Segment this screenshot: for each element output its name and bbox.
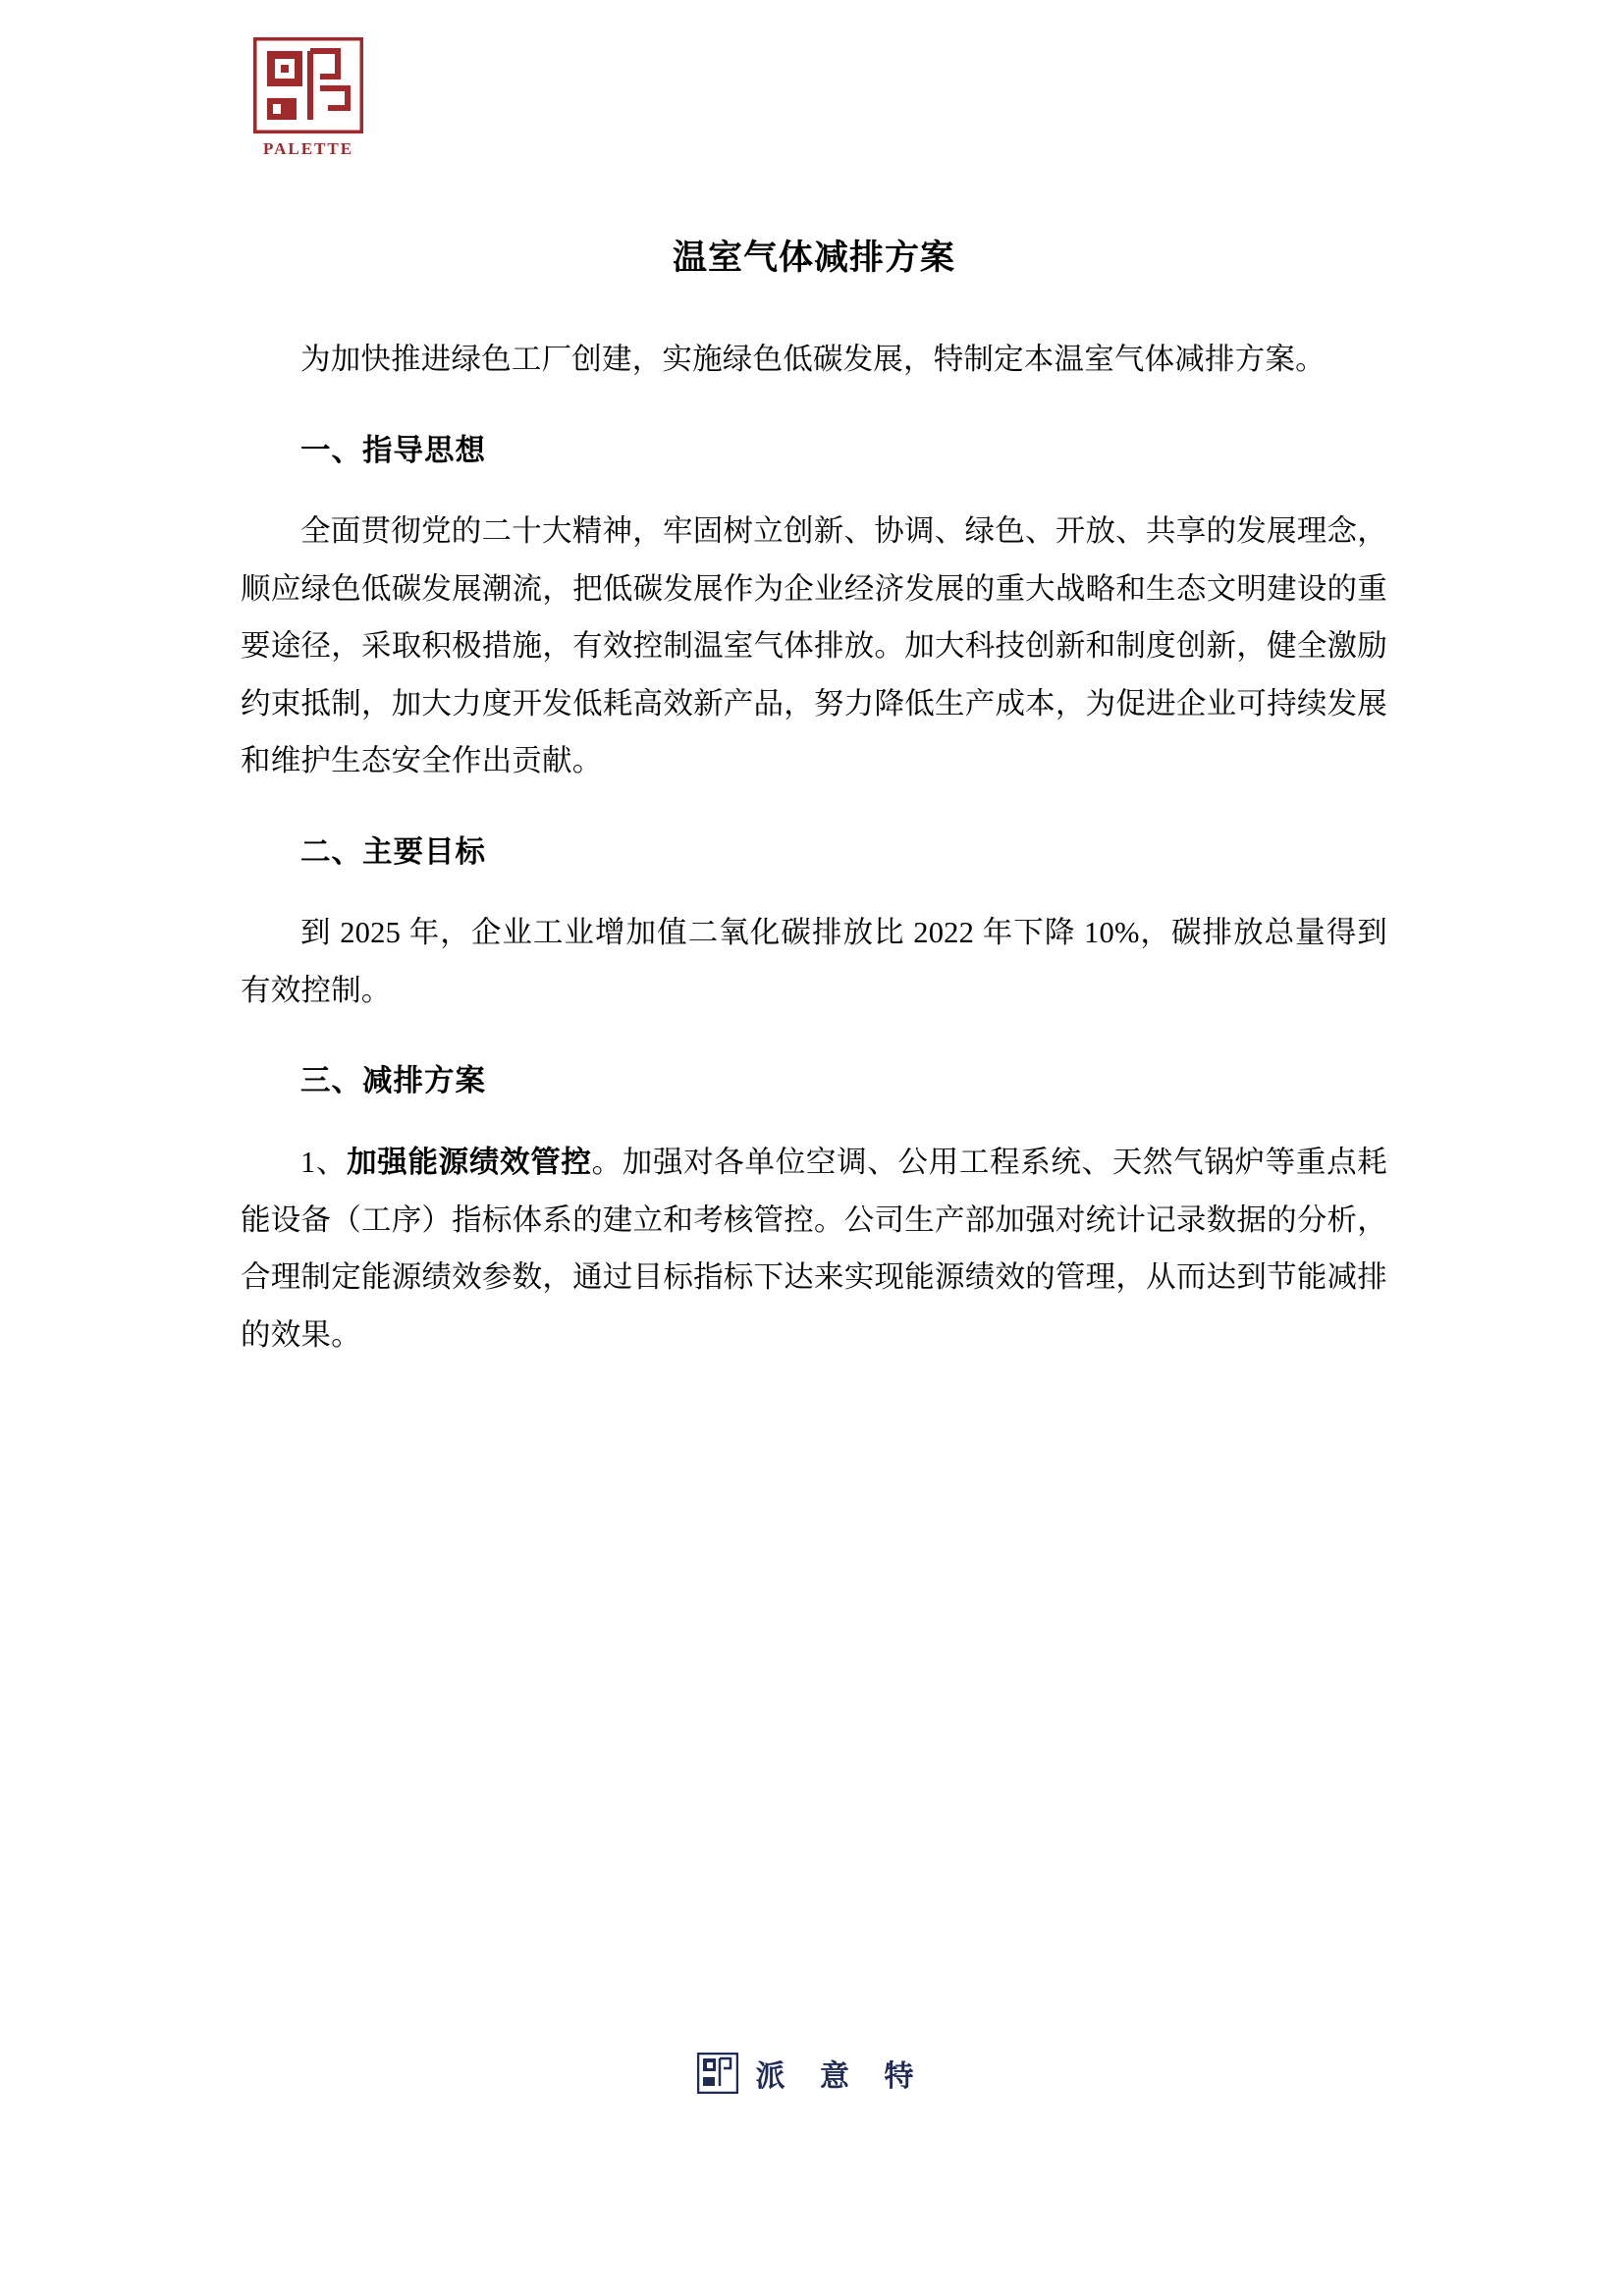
list-item-number: 1、 (300, 1146, 348, 1180)
document-content (241, 231, 1387, 1397)
palette-logo-icon (253, 37, 363, 133)
list-item-body: 。加强对各单位空调、公用工程系统、天然气锅炉等重点耗能设备（工序）指标体系的建立和考核管控。公司生产部加强对统计记录数据的分析，合理制定能源绩效参数，通过目标指标下达来实现能源绩效的管理，从而达到节能减排的效果。 (241, 1146, 1387, 1352)
list-item-title: 加强能源绩效管控 (347, 1146, 592, 1180)
section-heading-3: 三、减排方案 (300, 1064, 486, 1098)
logo-wordmark: PALETTE (262, 139, 354, 158)
section-body-3 (241, 1134, 1387, 1363)
section-reduction-plan (241, 1052, 1387, 1363)
footer-logo-icon (697, 2053, 738, 2094)
page-title: 温室气体减排方案 (672, 239, 955, 277)
section-main-goals (241, 824, 1387, 1020)
section-body-1: 全面贯彻党的二十大精神，牢固树立创新、协调、绿色、开放、共享的发展理念，顺应绿色低碳发展潮流，把低碳发展作为企业经济发展的重大战略和生态文明建设的重要途径，采取积极措施，有效控制温室气体排放。加大科技创新和制度创新，健全激励约束抵制，加大力度开发低耗高效新产品，努力降低生产成本，为促进企业可持续发展和维护生态安全作出贡献。 (241, 514, 1387, 778)
section-heading-2: 二、主要目标 (300, 834, 486, 869)
company-logo (253, 37, 401, 165)
intro-paragraph: 为加快推进绿色工厂创建，实施绿色低碳发展，特制定本温室气体减排方案。 (300, 343, 1326, 376)
section-heading-1: 一、指导思想 (300, 433, 486, 467)
footer-brand-text: 派 意 特 (755, 2060, 928, 2093)
section-body-2: 到 2025 年，企业工业增加值二氧化碳排放比 2022 年下降 10%，碳排放总量得到有效控制。 (241, 916, 1387, 1007)
page-footer (0, 2052, 1624, 2095)
section-guiding-thought (241, 422, 1387, 790)
